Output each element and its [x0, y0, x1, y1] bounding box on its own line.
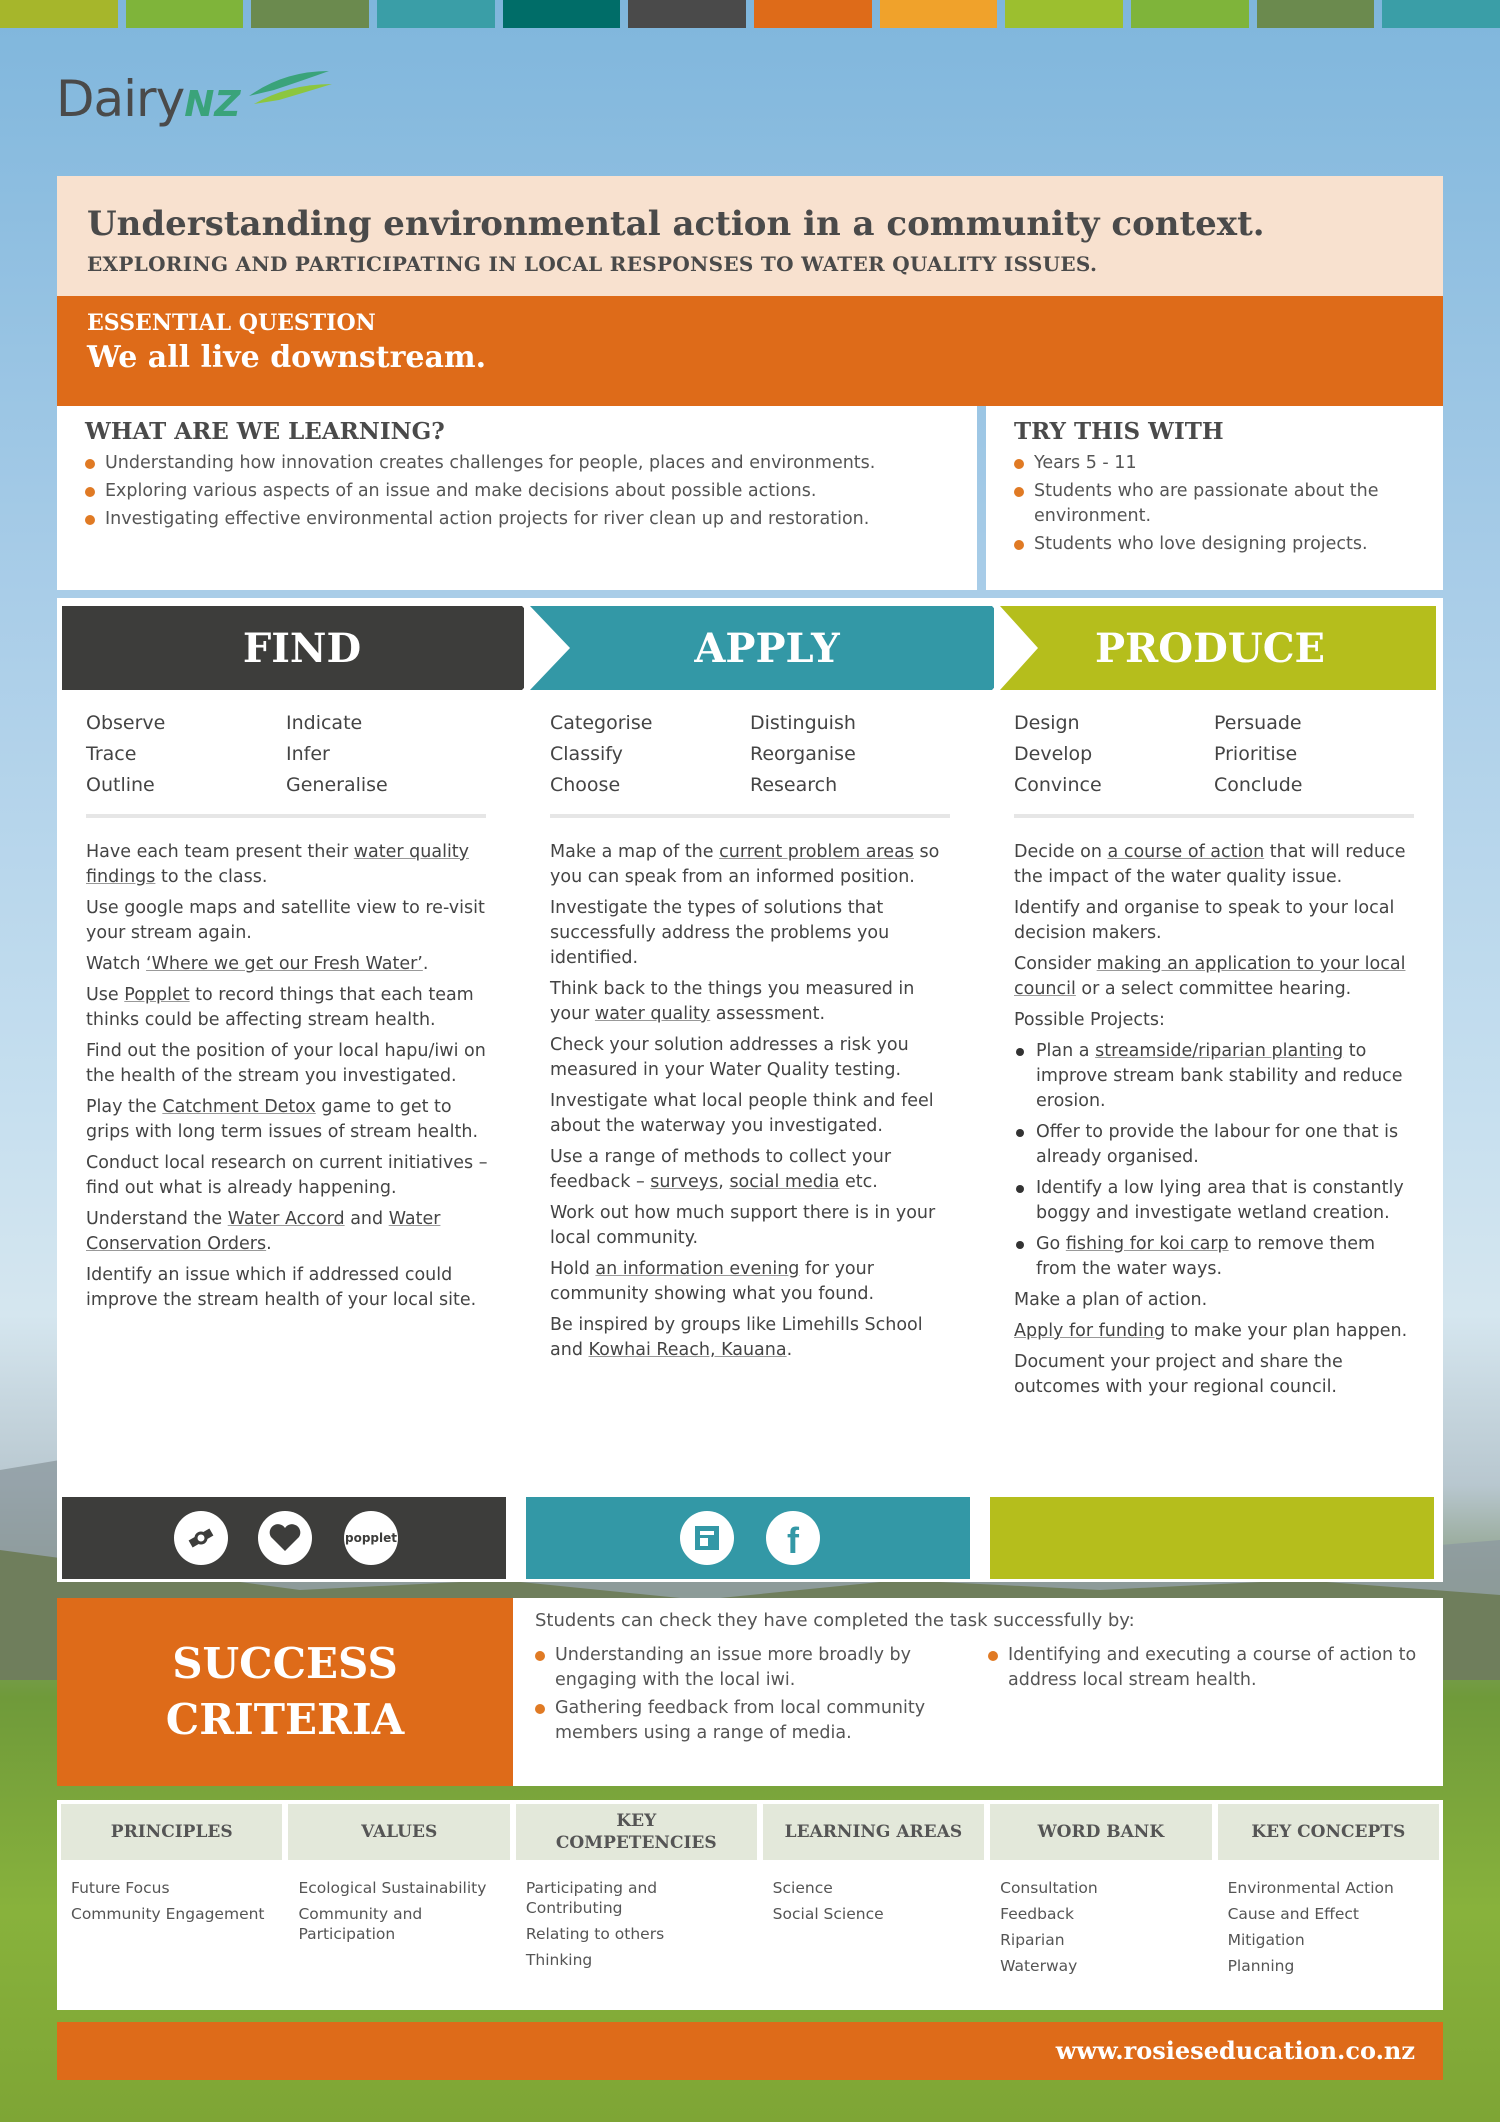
table-cell: Ecological Sustainability	[298, 1879, 487, 1897]
possible-projects-list	[1014, 1039, 1420, 1282]
activity: Hold an information evening for your community showing what you found.	[550, 1259, 875, 1304]
table-cell: Future Focus	[71, 1879, 170, 1897]
activity: Play the Catchment Detox game to get to grips with long term issues of stream health.	[86, 1097, 479, 1142]
course-of-action-link[interactable]: a course of action	[1107, 842, 1265, 862]
activity: Have each team present their water quality findings to the class.	[86, 842, 470, 887]
logo-leaf-icon	[244, 66, 334, 106]
verb: Reorganise	[750, 743, 856, 765]
current-problem-areas-link[interactable]: current problem areas	[719, 842, 914, 862]
heart-icon[interactable]	[258, 1511, 312, 1565]
produce-verbs	[1014, 712, 1414, 818]
satellite-icon[interactable]	[174, 1511, 228, 1565]
activity: Apply for funding to make your plan happen.	[1014, 1321, 1408, 1341]
key-competencies-column	[516, 1804, 757, 2006]
table-cell: Relating to others	[525, 1925, 665, 1943]
table-cell: Riparian	[1000, 1931, 1065, 1949]
activity: Check your solution addresses a risk you measured in your Water Quality testing.	[550, 1035, 909, 1080]
apply-activities	[550, 840, 956, 1363]
surveys-link[interactable]: surveys	[650, 1172, 719, 1192]
verb: Convince	[1014, 774, 1102, 796]
apply-verbs	[550, 712, 950, 818]
list-item: Plan a streamside/riparian planting to improve stream bank stability and reduce erosion.	[1014, 1039, 1420, 1114]
activity: Make a map of the current problem areas so you can speak from an informed position.	[550, 842, 940, 887]
activity: Possible Projects:	[1014, 1010, 1165, 1030]
lesson-header	[57, 176, 1443, 296]
list-item: Understanding how innovation creates challenges for people, places and environments.	[85, 451, 949, 476]
riparian-planting-link[interactable]: streamside/riparian planting	[1095, 1041, 1344, 1061]
produce-column	[992, 694, 1442, 1494]
kowhai-reach-link[interactable]: Kowhai Reach, Kauana	[588, 1340, 787, 1360]
water-quality-link[interactable]: water quality	[594, 1004, 711, 1024]
list-item: Understanding an issue more broadly by engaging with the local iwi.	[535, 1643, 968, 1693]
table-cell: Consultation	[1000, 1879, 1098, 1897]
dairynz-logo[interactable]	[56, 70, 240, 128]
activity: Decide on a course of action that will reduce the impact of the water quality issue.	[1014, 842, 1406, 887]
apply-for-funding-link[interactable]: Apply for funding	[1014, 1321, 1166, 1341]
learning-list	[85, 451, 949, 532]
produce-footer	[990, 1497, 1434, 1579]
verb: Research	[750, 774, 838, 796]
values-column	[288, 1804, 509, 2006]
success-intro: Students can check they have completed the task successfully by:	[535, 1610, 1135, 1631]
verb: Outline	[86, 774, 155, 796]
success-list-right	[988, 1643, 1421, 1749]
top-color-bar	[0, 0, 1500, 28]
facebook-icon[interactable]: f	[766, 1511, 820, 1565]
find-verbs	[86, 712, 486, 818]
apply-column	[528, 694, 978, 1494]
verb: Classify	[550, 743, 623, 765]
color-segment	[251, 0, 369, 28]
verb: Infer	[286, 743, 330, 765]
activity: Find out the position of your local hapu/iwi on the health of the stream you investigated.	[86, 1041, 486, 1086]
table-cell: Social Science	[772, 1905, 884, 1923]
try-with-heading: TRY THIS WITH	[1014, 418, 1224, 445]
color-segment	[1257, 0, 1375, 28]
survey-form-icon[interactable]	[680, 1511, 734, 1565]
learning-heading: WHAT ARE WE LEARNING?	[85, 418, 445, 445]
color-segment	[754, 0, 872, 28]
list-item: Investigating effective environmental action projects for river clean up and restoration.	[85, 507, 949, 532]
color-segment	[0, 0, 118, 28]
verb: Observe	[86, 712, 166, 734]
learning-panel	[57, 406, 977, 590]
table-cell: Feedback	[1000, 1905, 1074, 1923]
find-footer	[62, 1497, 506, 1579]
verb: Indicate	[286, 712, 363, 734]
catchment-detox-link[interactable]: Catchment Detox	[162, 1097, 316, 1117]
list-item: Gathering feedback from local community members using a range of media.	[535, 1696, 968, 1746]
activity: Consider making an application to your local council or a select committee hearing.	[1014, 954, 1406, 999]
activity: Investigate what local people think and feel about the waterway you investigated.	[550, 1091, 934, 1136]
table-cell: Mitigation	[1227, 1931, 1305, 1949]
produce-title: PRODUCE	[1094, 625, 1326, 672]
table-cell: Thinking	[525, 1951, 593, 1969]
column-header: WORD BANK	[990, 1804, 1211, 1860]
apply-title: APPLY	[694, 625, 840, 672]
verb: Conclude	[1214, 774, 1303, 796]
verb: Design	[1014, 712, 1080, 734]
table-cell: Community and Participation	[298, 1905, 423, 1943]
activity: Identify and organise to speak to your local decision makers.	[1014, 898, 1395, 943]
list-item: Offer to provide the labour for one that is already organised.	[1014, 1120, 1420, 1170]
table-cell: Science	[772, 1879, 833, 1897]
activity: Think back to the things you measured in your water quality assessment.	[550, 979, 915, 1024]
fresh-water-video-link[interactable]: ‘Where we get our Fresh Water’	[146, 954, 423, 974]
verb: Develop	[1014, 743, 1093, 765]
color-segment	[126, 0, 244, 28]
water-accord-link[interactable]: Water Accord	[227, 1209, 345, 1229]
activity: Use Popplet to record things that each team thinks could be affecting stream health.	[86, 985, 474, 1030]
column-header: LEARNING AREAS	[763, 1804, 984, 1860]
verb: Persuade	[1214, 712, 1302, 734]
website-link[interactable]: www.rosieseducation.co.nz	[1055, 2036, 1415, 2065]
essential-question-label: ESSENTIAL QUESTION	[87, 310, 376, 336]
color-segment	[1005, 0, 1123, 28]
essential-question-text: We all live downstream.	[87, 340, 487, 375]
success-line2: CRITERIA	[165, 1695, 405, 1744]
lesson-subtitle: EXPLORING AND PARTICIPATING IN LOCAL RESPONSES TO WATER QUALITY ISSUES.	[87, 252, 1098, 276]
list-item: Students who are passionate about the environment.	[1014, 479, 1415, 529]
stage-arrows	[62, 604, 1438, 694]
logo-dairy-text: Dairy	[56, 70, 185, 128]
activity: Identify an issue which if addressed could improve the stream health of your local site.	[86, 1265, 477, 1310]
essential-question-banner	[57, 296, 1443, 406]
verb: Choose	[550, 774, 621, 796]
verb: Generalise	[286, 774, 388, 796]
success-list-left	[535, 1643, 968, 1749]
color-segment	[377, 0, 495, 28]
success-criteria-panel	[513, 1598, 1443, 1786]
activity: Be inspired by groups like Limehills School and Kowhai Reach, Kauana.	[550, 1315, 923, 1360]
activity: Document your project and share the outcomes with your regional council.	[1014, 1352, 1343, 1397]
color-segment	[628, 0, 746, 28]
color-segment	[1382, 0, 1500, 28]
success-criteria-label	[57, 1598, 513, 1786]
table-cell: Participating and Contributing	[525, 1879, 658, 1917]
color-segment	[1131, 0, 1249, 28]
find-activities	[86, 840, 492, 1313]
council-application-link[interactable]: making an application to your local council	[1014, 954, 1406, 999]
color-segment	[880, 0, 998, 28]
find-column	[64, 694, 514, 1494]
verb: Distinguish	[750, 712, 856, 734]
website-url-bar	[57, 2022, 1443, 2080]
activity: Use google maps and satellite view to re-visit your stream again.	[86, 898, 485, 943]
color-segment	[503, 0, 621, 28]
produce-activities	[1014, 840, 1420, 1400]
column-header: KEY COMPETENCIES	[516, 1804, 757, 1860]
principles-column	[61, 1804, 282, 2006]
list-item: Exploring various aspects of an issue and make decisions about possible actions.	[85, 479, 949, 504]
table-cell: Cause and Effect	[1227, 1905, 1359, 1923]
table-cell: Community Engagement	[71, 1905, 265, 1923]
activity: Work out how much support there is in your local community.	[550, 1203, 936, 1248]
water-conservation-orders-link[interactable]: Water Conservation Orders	[86, 1209, 441, 1254]
koi-carp-link[interactable]: fishing for koi carp	[1065, 1234, 1229, 1254]
table-cell: Environmental Action	[1227, 1879, 1394, 1897]
word-bank-column	[990, 1804, 1211, 2006]
table-cell: Waterway	[1000, 1957, 1078, 1975]
activity: Understand the Water Accord and Water Conservation Orders.	[86, 1209, 441, 1254]
social-media-link[interactable]: social media	[729, 1172, 840, 1192]
apply-footer	[526, 1497, 970, 1579]
success-line1: SUCCESS	[172, 1639, 398, 1688]
popplet-link[interactable]: Popplet	[124, 985, 190, 1005]
activity: Use a range of methods to collect your feedback – surveys, social media etc.	[550, 1147, 892, 1192]
activity: Conduct local research on current initiatives – find out what is already happening.	[86, 1153, 488, 1198]
list-item: Go fishing for koi carp to remove them from the water ways.	[1014, 1232, 1420, 1282]
learning-areas-column	[763, 1804, 984, 2006]
list-item: Students who love designing projects.	[1014, 532, 1415, 557]
list-item: Years 5 - 11	[1014, 451, 1415, 476]
popplet-icon[interactable]: popplet	[344, 1511, 398, 1565]
key-concepts-column	[1218, 1804, 1439, 2006]
verb: Prioritise	[1214, 743, 1298, 765]
column-header: VALUES	[288, 1804, 509, 1860]
table-cell: Planning	[1227, 1957, 1295, 1975]
column-header: KEY CONCEPTS	[1218, 1804, 1439, 1860]
list-item: Identifying and executing a course of action to address local stream health.	[988, 1643, 1421, 1693]
activity: Investigate the types of solutions that successfully address the problems you identified.	[550, 898, 890, 968]
list-item: Identify a low lying area that is constantly boggy and investigate wetland creation.	[1014, 1176, 1420, 1226]
logo-nz-text: NZ	[184, 84, 241, 125]
verb: Trace	[86, 743, 137, 765]
curriculum-table	[57, 1800, 1443, 2010]
lesson-title: Understanding environmental action in a community context.	[87, 204, 1265, 244]
try-with-list	[1014, 451, 1415, 557]
activity: Make a plan of action.	[1014, 1290, 1208, 1310]
verb: Categorise	[550, 712, 653, 734]
find-title: FIND	[242, 625, 362, 672]
activity: Watch ‘Where we get our Fresh Water’.	[86, 954, 429, 974]
column-header: PRINCIPLES	[61, 1804, 282, 1860]
water-quality-findings-link[interactable]: water quality findings	[86, 842, 470, 887]
try-with-panel	[986, 406, 1443, 590]
information-evening-link[interactable]: an information evening	[595, 1259, 800, 1279]
